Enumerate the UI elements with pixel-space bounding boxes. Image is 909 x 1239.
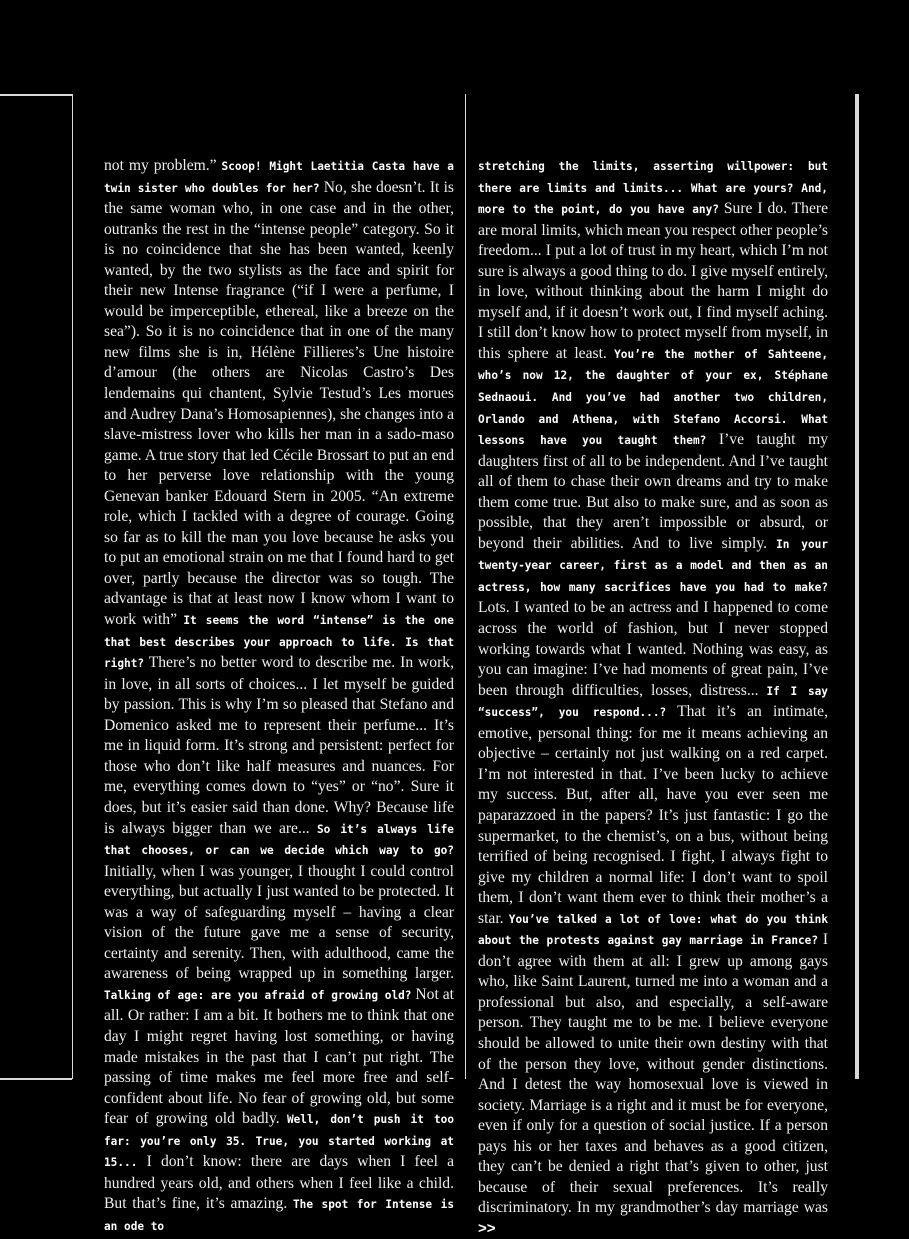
interview-question: Well, don’t push it too far: you’re only 35. True, you started working at 15... — [104, 1113, 454, 1170]
article-right-column — [478, 156, 828, 1239]
interview-question: Scoop! Might Laetitia Casta have a twin sister who doubles for her? — [104, 160, 454, 195]
interview-answer: not my problem.” — [104, 157, 222, 174]
interview-question: stretching the limits, asserting willpower: but there are limits and limits... What are yours? And, more to the point, do you have any? — [478, 160, 828, 217]
interview-answer: I don’t know: there are days when I feel a hundred years old, and others when I feel like a child. But that’s fine, it’s amazing. — [104, 1153, 454, 1213]
interview-answer: Lots. I wanted to be an actress and I happened to come across the world of fashion, but I never stopped working towards what I wanted. Nothing was easy, as you can imagine: I’ve had moments of great pain, I’ve been through difficulties, losses, distress... — [478, 599, 828, 699]
interview-answer: No, she doesn’t. It is the same woman who, in one case and in the other, outranks the rest in the “intense people” category. So it is no coincidence that she has been wanted, keenly wanted, by the two stylists as the face and spirit for their new Intense fragrance (“if I were a perfume, I would be imperceptible, ethereal, like a breeze on the sea”). So it is no coincidence that in one of the many new films she is in, Hélène Fillieres’s Une histoire d’amour (the others are Nicolas Castro’s Des lendemains qui chantent, Sylvie Testud’s Les morues and Audrey Dana’s Homosapiennes), she changes into a slave-mistress lover who kills her man in a sado-maso game. A true story that led Cécile Brossart to put an end to her perverse love relationship with the young Genevan banker Edouard Stern in 2005. “An extreme role, which I tackled with a degree of courage. Going so far as to kill the man you love because he asks you to put an emotional strain on me that I found hard to get over, partly because the director was so tough. The advantage is that at least now I know whom I want to work with” — [104, 178, 455, 629]
right-column-rule — [855, 94, 859, 1079]
interview-question: In your twenty-year career, first as a model and then as an actress, how many sacrifices have you had to make? — [478, 537, 828, 594]
interview-question: It seems the word “intense” is the one that best describes your approach to life. Is that right? — [104, 614, 454, 671]
interview-question: So it’s always life that chooses, or can we decide which way to go? — [104, 822, 454, 858]
interview-question: You’ve talked a lot of love: what do you think about the protests against gay marriage in France? — [478, 912, 829, 948]
continued-arrow-icon: >> — [478, 1219, 496, 1237]
article-left-column — [104, 156, 454, 1237]
interview-question: You’re the mother of Sahteene, who’s now 12, the daughter of your ex, Stéphane Sednaoui. And you’ve had another two children, Orlando and Athena, with Stefano Accorsi. What lessons have you taught them? — [478, 347, 828, 448]
bottom-left-rule — [0, 1078, 72, 1080]
interview-answer: Sure I do. There are moral limits, which mean you respect other people’s freedom... I put a lot of trust in my heart, which I’m not sure is always a good thing to do. I give myself entirely, in love, without thinking about the harm I might do myself and, if it doesn’t work out, I find myself aching. I still don’t know how to protect myself from myself, in this sphere at least. — [478, 200, 828, 362]
right-column-paragraph — [478, 156, 828, 1239]
interview-answer: I don’t agree with them at all: I grew up among gays who, like Saint Laurent, turned me into a woman and a professional but also, and especially, a self-aware person. They taught me to be me. I believe everyone should be allowed to unite their own destiny with that of the person they love, without gender distinctions. And I detest the way homosexual love is viewed in society. Marriage is a right and it must be for everyone, even if only for a question of social justice. If a person pays his or her taxes and behaves as a good citizen, they can’t be denied a right that’s given to other, just because of their sexual preferences. It’s really discriminatory. In my grandmother’s day marriage was — [478, 931, 829, 1217]
left-column-rule — [72, 94, 73, 1079]
interview-question: If I say “success”, you respond...? — [478, 684, 828, 720]
interview-answer: I’ve taught my daughters first of all to be independent. And I’ve taught all of them to chase their own dreams and try to make them come true. But also to make sure, and as soon as possible, that they aren’t impossible or absurd, or beyond their abilities. And to live simply. — [478, 431, 828, 552]
interview-answer: There’s no better word to describe me. In work, in love, in all sorts of choices... I let myself be guided by passion. This is why I’m so pleased that Stefano and Domenico asked me to represent their perfume... It’s me in liquid form. It’s strong and persistent: perfect for those who don’t like half measures and nuances. For me, everything comes down to “yes” or “no”. Sure it does, but it’s easier said than done. Why? Because life is always bigger than we are... — [104, 654, 454, 837]
interview-answer: That it’s an intimate, emotive, personal thing: for me it means achieving an objective – certainly not just walking on a red carpet. I’m not interested in that. I’ve been lucky to achieve my success. But, after all, have you ever seen me paparazzoed in the papers? It’s just fantastic: I go the supermarket, to the chemist’s, on a bus, without being terrified of being recognised. I fight, I always fight to give my children a normal life: I don’t want to spoil them, I don’t want them ever to think their mother’s a star. — [478, 703, 829, 927]
left-column-paragraph — [104, 156, 454, 1237]
interview-question: Talking of age: are you afraid of growing old? — [104, 988, 412, 1002]
interview-question: The spot for Intense is an ode to — [104, 1198, 454, 1233]
interview-answer: Initially, when I was younger, I thought I could control everything, but actually I just wanted to be protected. It was a way of safeguarding myself – having a clear vision of the future gave me a sense of security, certainty and serenity. Then, with adulthood, came the awareness of being wrapped up in something larger. — [104, 862, 454, 983]
interview-answer: Not at all. Or rather: I am a bit. It bothers me to think that one day I might regret having lost something, or having made mistakes in the past that I can’t put right. The passing of time makes me feel more free and self-confident about life. No fear of growing old, but some fear of growing old badly. — [104, 985, 454, 1128]
center-column-rule — [465, 94, 466, 1079]
top-left-rule — [0, 94, 72, 96]
